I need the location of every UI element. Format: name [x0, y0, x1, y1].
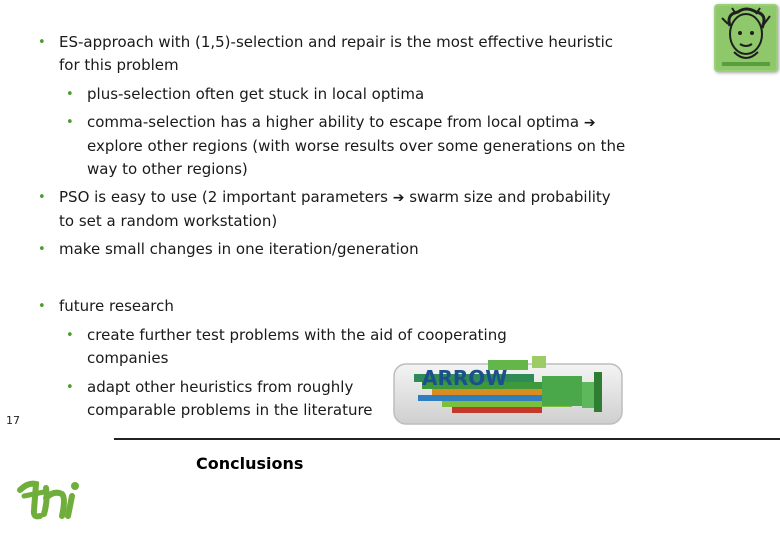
- right-arrow-icon: ➔: [583, 115, 596, 131]
- bullet-text: make small changes in one iteration/generation: [59, 240, 419, 258]
- bullet-text: plus-selection often get stuck in local optima: [87, 85, 425, 103]
- bullet-text: create further test problems with the aid of cooperating companies: [87, 326, 507, 367]
- arrow-project-logo-icon: [392, 352, 628, 428]
- portrait-logo-icon: [714, 4, 778, 72]
- arrow-logo-text: ARROW: [422, 366, 508, 390]
- bullet-text: [66, 111, 626, 181]
- bullet-pso: [38, 186, 628, 233]
- bullet-es-approach: [38, 31, 628, 77]
- bullet-future-research: [38, 295, 628, 318]
- bullet-text: future research: [59, 297, 174, 315]
- footer-divider: [114, 438, 780, 440]
- slide-title: Conclusions: [196, 454, 304, 473]
- bullet-text-part: swarm size and probability to set a random workstation): [59, 188, 611, 230]
- bullet-comma-selection: [66, 111, 626, 181]
- bullet-text-part: PSO is easy to use (2 important parameters: [59, 188, 393, 206]
- bullet-glyph: •: [66, 115, 74, 130]
- bullet-text: adapt other heuristics from roughly comparable problems in the literature: [87, 378, 373, 419]
- bullet-glyph: •: [38, 299, 46, 314]
- right-arrow-icon: ➔: [392, 190, 405, 206]
- bullet-glyph: •: [66, 87, 74, 102]
- bullet-plus-selection: [66, 83, 626, 106]
- bullet-text: ES-approach with (1,5)-selection and repair is the most effective heuristic for this problem: [59, 33, 614, 74]
- bullet-adapt-heuristics: [66, 376, 406, 422]
- bullet-glyph: •: [38, 35, 46, 50]
- page-number: 17: [6, 414, 20, 427]
- tu-logo-icon: [14, 472, 86, 524]
- bullet-text: [38, 186, 628, 233]
- bullet-text-part: explore other regions (with worse results over some generations on the way to other regions): [87, 137, 626, 178]
- bullet-glyph: •: [66, 328, 74, 343]
- bullet-glyph: •: [66, 380, 74, 395]
- bullet-glyph: •: [38, 190, 46, 205]
- bullet-small-changes: [38, 238, 628, 261]
- bullet-glyph: •: [38, 242, 46, 257]
- bullet-text-part: comma-selection has a higher ability to escape from local optima: [87, 113, 584, 131]
